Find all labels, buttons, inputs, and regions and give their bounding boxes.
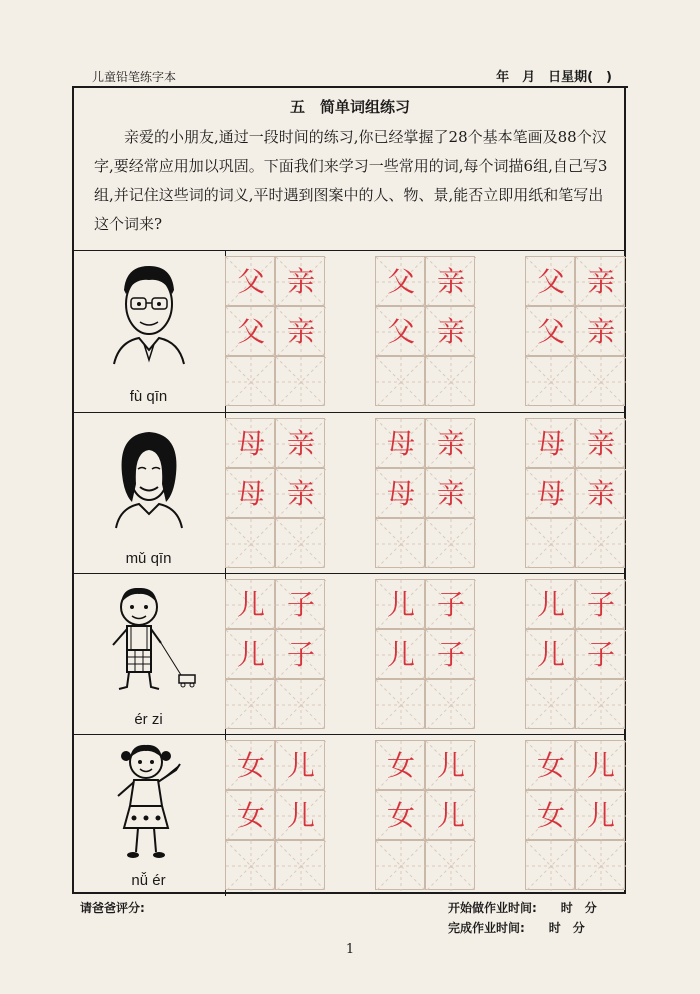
- trace-character: 亲: [586, 477, 615, 510]
- word-row: [72, 573, 626, 733]
- son-illustration: [72, 579, 225, 699]
- trace-character: 儿: [586, 799, 615, 832]
- tracing-cell: [575, 306, 625, 356]
- writing-cell[interactable]: [525, 356, 575, 406]
- tracing-cell: [275, 740, 325, 790]
- writing-cell[interactable]: [525, 679, 575, 729]
- trace-character: 父: [386, 265, 415, 298]
- writing-cell[interactable]: [375, 679, 425, 729]
- tracing-cell: [225, 468, 275, 518]
- trace-character: 亲: [286, 477, 315, 510]
- trace-character: 女: [236, 799, 265, 832]
- writing-cell[interactable]: [225, 679, 275, 729]
- writing-cell[interactable]: [275, 679, 325, 729]
- tracing-cell: [225, 256, 275, 306]
- trace-character: 女: [386, 799, 415, 832]
- pinyin-label: mǔ qīn: [125, 550, 172, 567]
- daughter-illustration: [72, 736, 225, 864]
- trace-character: 亲: [286, 265, 315, 298]
- writing-cell[interactable]: [425, 356, 475, 406]
- pinyin-label: fù qīn: [129, 388, 168, 405]
- tracing-cell: [425, 468, 475, 518]
- writing-cell[interactable]: [425, 679, 475, 729]
- trace-character: 儿: [386, 588, 415, 621]
- tracing-cell: [525, 629, 575, 679]
- tracing-cell: [575, 629, 625, 679]
- writing-cell[interactable]: [425, 840, 475, 890]
- date-line: 年 月 日星期( ): [496, 70, 612, 85]
- trace-character: 女: [536, 749, 565, 782]
- tracing-cell: [375, 418, 425, 468]
- trace-character: 母: [386, 427, 415, 460]
- trace-character: 儿: [386, 638, 415, 671]
- trace-character: 父: [536, 315, 565, 348]
- trace-character: 儿: [236, 638, 265, 671]
- trace-character: 儿: [586, 749, 615, 782]
- tracing-cell: [375, 256, 425, 306]
- trace-character: 亲: [436, 315, 465, 348]
- page-number: 1: [345, 942, 355, 957]
- tracing-cell: [275, 306, 325, 356]
- trace-character: 亲: [436, 265, 465, 298]
- trace-character: 子: [436, 588, 465, 621]
- tracing-cell: [425, 306, 475, 356]
- writing-cell[interactable]: [575, 840, 625, 890]
- tracing-cell: [275, 629, 325, 679]
- tracing-cell: [275, 468, 325, 518]
- trace-character: 儿: [536, 588, 565, 621]
- lesson-title: 五 简单词组练习: [289, 98, 410, 116]
- tracing-cell: [375, 468, 425, 518]
- trace-character: 子: [586, 638, 615, 671]
- book-title: 儿童铅笔练字本: [92, 70, 177, 84]
- tracing-cell: [375, 306, 425, 356]
- writing-cell[interactable]: [425, 518, 475, 568]
- trace-character: 女: [236, 749, 265, 782]
- tracing-cell: [525, 468, 575, 518]
- writing-cell[interactable]: [375, 840, 425, 890]
- tracing-cell: [425, 740, 475, 790]
- pinyin-label: nǚ ér: [131, 872, 166, 889]
- parent-eval-label: 请爸爸评分:: [80, 901, 145, 915]
- tracing-cell: [375, 579, 425, 629]
- grid-bottom-rule: [72, 893, 626, 894]
- tracing-cell: [425, 629, 475, 679]
- tracing-cell: [525, 306, 575, 356]
- tracing-cell: [425, 579, 475, 629]
- tracing-cell: [425, 256, 475, 306]
- trace-character: 儿: [536, 638, 565, 671]
- trace-character: 儿: [436, 799, 465, 832]
- trace-character: 母: [236, 427, 265, 460]
- tracing-cell: [525, 418, 575, 468]
- tracing-cell: [525, 790, 575, 840]
- tracing-cell: [225, 579, 275, 629]
- trace-character: 母: [536, 477, 565, 510]
- trace-character: 子: [586, 588, 615, 621]
- tracing-cell: [525, 579, 575, 629]
- trace-character: 母: [386, 477, 415, 510]
- trace-character: 父: [236, 315, 265, 348]
- trace-character: 儿: [236, 588, 265, 621]
- word-row: [72, 412, 626, 572]
- tracing-cell: [275, 418, 325, 468]
- tracing-cell: [575, 468, 625, 518]
- tracing-cell: [275, 579, 325, 629]
- writing-cell[interactable]: [275, 840, 325, 890]
- trace-character: 亲: [586, 427, 615, 460]
- tracing-cell: [575, 256, 625, 306]
- word-row: [72, 250, 626, 410]
- writing-cell[interactable]: [225, 840, 275, 890]
- writing-cell[interactable]: [575, 518, 625, 568]
- trace-character: 儿: [286, 799, 315, 832]
- trace-character: 儿: [286, 749, 315, 782]
- trace-character: 亲: [436, 477, 465, 510]
- trace-character: 亲: [586, 315, 615, 348]
- tracing-cell: [375, 790, 425, 840]
- writing-cell[interactable]: [575, 356, 625, 406]
- tracing-cell: [525, 740, 575, 790]
- tracing-cell: [375, 629, 425, 679]
- trace-character: 儿: [436, 749, 465, 782]
- mother-illustration: [72, 424, 225, 529]
- writing-cell[interactable]: [525, 840, 575, 890]
- writing-cell[interactable]: [375, 518, 425, 568]
- writing-cell[interactable]: [275, 356, 325, 406]
- father-illustration: [72, 260, 225, 365]
- trace-character: 亲: [436, 427, 465, 460]
- tracing-cell: [575, 790, 625, 840]
- trace-character: 亲: [586, 265, 615, 298]
- tracing-cell: [225, 306, 275, 356]
- tracing-cell: [225, 418, 275, 468]
- start-time-label: 开始做作业时间: 时 分: [448, 901, 597, 915]
- word-row: [72, 734, 626, 894]
- trace-character: 子: [286, 638, 315, 671]
- tracing-cell: [425, 418, 475, 468]
- tracing-cell: [275, 790, 325, 840]
- writing-cell[interactable]: [275, 518, 325, 568]
- trace-character: 子: [436, 638, 465, 671]
- lesson-intro: 亲爱的小朋友,通过一段时间的练习,你已经掌握了28个基本笔画及88个汉字,要经常应用加以巩固。下面我们来学习一些常用的词,每个词描6组,自己写3组,并记住这些词的词义,平时遇到图案中的人、物、景,能否立即用纸和笔写出这个词来?: [94, 128, 608, 233]
- tracing-cell: [575, 579, 625, 629]
- trace-character: 父: [386, 315, 415, 348]
- trace-character: 亲: [286, 315, 315, 348]
- pinyin-label: ér zi: [134, 711, 163, 728]
- tracing-cell: [575, 418, 625, 468]
- tracing-cell: [225, 629, 275, 679]
- trace-character: 母: [236, 477, 265, 510]
- writing-cell[interactable]: [225, 518, 275, 568]
- trace-character: 亲: [286, 427, 315, 460]
- finish-time-label: 完成作业时间: 时 分: [448, 921, 585, 935]
- writing-cell[interactable]: [525, 518, 575, 568]
- tracing-cell: [525, 256, 575, 306]
- tracing-cell: [225, 790, 275, 840]
- trace-character: 父: [536, 265, 565, 298]
- trace-character: 女: [386, 749, 415, 782]
- tracing-cell: [275, 256, 325, 306]
- tracing-cell: [575, 740, 625, 790]
- tracing-cell: [225, 740, 275, 790]
- writing-cell[interactable]: [225, 356, 275, 406]
- tracing-cell: [375, 740, 425, 790]
- trace-character: 父: [236, 265, 265, 298]
- trace-character: 子: [286, 588, 315, 621]
- trace-character: 女: [536, 799, 565, 832]
- trace-character: 母: [536, 427, 565, 460]
- tracing-cell: [425, 790, 475, 840]
- writing-cell[interactable]: [375, 356, 425, 406]
- intro-section: [74, 90, 626, 250]
- writing-cell[interactable]: [575, 679, 625, 729]
